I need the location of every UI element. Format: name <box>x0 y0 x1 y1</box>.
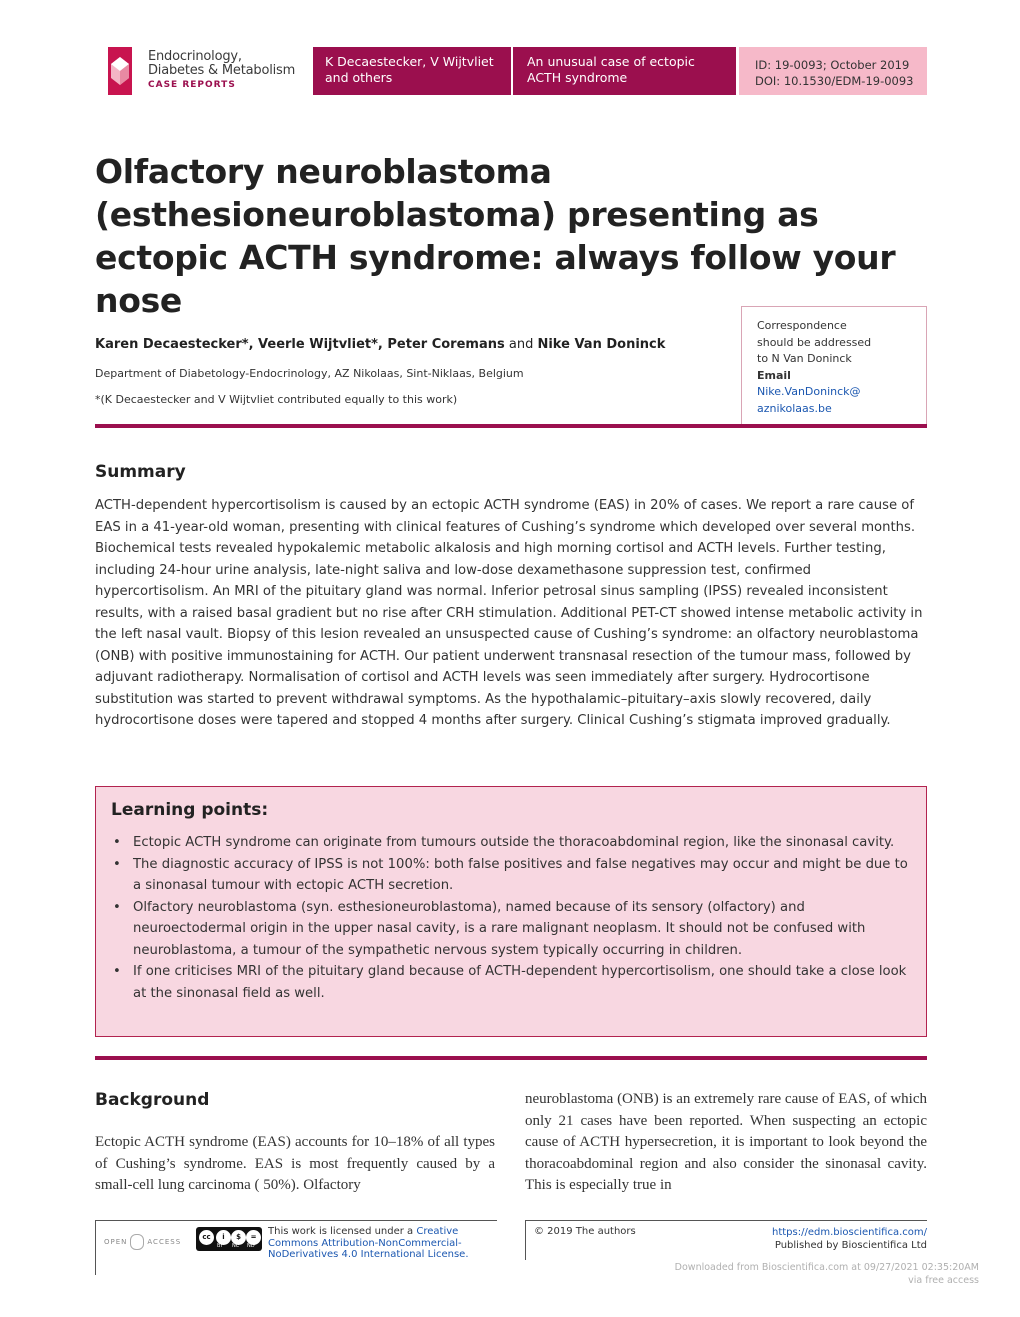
summary-heading: Summary <box>95 462 186 482</box>
author-2: Veerle Wijtvliet* <box>258 337 378 352</box>
header-authors-line1: K Decaestecker, V Wijtvliet <box>325 54 494 69</box>
corr-email-line2[interactable]: aznikolaas.be <box>757 401 832 415</box>
author-list <box>95 337 665 352</box>
copyright: © 2019 The authors <box>534 1226 636 1237</box>
learning-point-4: • If one criticises MRI of the pituitary gland because of ACTH-dependent hypercortisolism, one should take a close look at the sinonasal field as well. <box>111 961 911 1004</box>
cc-by-label: BY <box>217 1243 224 1249</box>
author-3: Peter Coremans <box>387 337 505 352</box>
corr-email-label: Email <box>757 368 791 382</box>
open-lock-icon <box>130 1234 144 1250</box>
license-text <box>268 1226 508 1261</box>
journal-name-line1: Endocrinology, <box>148 49 242 64</box>
cc-nc-icon: $ <box>231 1230 246 1245</box>
cc-by-icon: i <box>216 1230 231 1245</box>
author-sep-2: , <box>377 337 388 352</box>
divider-top <box>95 424 927 428</box>
footer-rule-right <box>525 1220 927 1221</box>
open-access-access: ACCESS <box>147 1238 182 1246</box>
footer-vrule-left <box>95 1220 96 1275</box>
author-and: and <box>508 337 534 352</box>
header-short-title <box>513 47 736 95</box>
download-line: Downloaded from Bioscientifica.com at 09/27/2021 02:35:20AM <box>674 1262 979 1273</box>
license-link[interactable]: Creative Commons Attribution-NonCommercial-NoDerivatives 4.0 International License. <box>268 1226 469 1260</box>
background-text-right: neuroblastoma (ONB) is an extremely rare cause of EAS, of which only 21 cases have been reported. When suspecting an ectopic cause of ACTH hypersecretion, it is important to look beyond the thoracoabdominal region and also consider the sinonasal cavity. This is especially true in <box>525 1091 927 1193</box>
journal-url-link[interactable]: https://edm.bioscientifica.com/ <box>771 1227 927 1238</box>
corr-email-line1[interactable]: Nike.VanDoninck@ <box>757 385 861 398</box>
author-sep-1: , <box>248 337 259 352</box>
contribution-note: *(K Decaestecker and V Wijtvliet contributed equally to this work) <box>95 393 458 406</box>
publisher-name: Published by Bioscientifica Ltd <box>774 1240 927 1251</box>
corr-email-link[interactable] <box>757 384 926 417</box>
free-access-line: via free access <box>908 1274 979 1286</box>
article-doi: DOI: 10.1530/EDM-19-0093 <box>755 74 914 88</box>
open-access-badge <box>104 1234 181 1250</box>
cc-nd-icon: = <box>246 1230 261 1245</box>
background-text-left: Ectopic ACTH syndrome (EAS) accounts for 10–18% of all types of Cushing’s syndrome. EAS is most frequently caused by a small-cell lung carcinoma ( 50%). Olfactory <box>95 1134 495 1193</box>
correspondence-box <box>741 306 927 424</box>
download-watermark <box>640 1262 979 1287</box>
cc-icon: cc <box>199 1230 214 1245</box>
article-title-line2: (esthesioneuroblastoma) presenting as <box>95 195 819 234</box>
journal-name <box>148 50 295 92</box>
article-title <box>95 150 955 322</box>
header-short-title-line1: An unusual case of ectopic <box>527 54 695 69</box>
article-id: ID: 19-0093; October 2019 <box>755 58 910 72</box>
journal-logo-icon <box>95 47 145 95</box>
header-authors-line2: and others <box>325 70 393 85</box>
journal-name-line2: Diabetes & Metabolism <box>148 63 296 78</box>
learning-point-3: • Olfactory neuroblastoma (syn. esthesioneuroblastoma), named because of its sensory (olfactory) and neuroectodermal origin in the upper nasal cavity, is a rare malignant neoplasm. It should not be confused with neuroblastoma, a tumour of the sympathetic nervous system typically occurring in children. <box>111 897 911 962</box>
author-1: Karen Decaestecker* <box>95 337 249 352</box>
summary-text: ACTH-dependent hypercortisolism is caused by an ectopic ACTH syndrome (EAS) in 20% of cases. We report a rare cause of EAS in a 41-year-old woman, presenting with clinical features of Cushing’s syndrome which developed over several months. Biochemical tests revealed hypokalemic metabolic alkalosis and high morning cortisol and ACTH levels. Further testing, including 24-hour urine analysis, late-night saliva and low-dose dexamethasone suppression test, confirmed hypercortisolism. An MRI of the pituitary gland was normal. Inferior petrosal sinus sampling (IPSS) revealed inconsistent results, with a raised basal gradient but no rise after CRH stimulation. Additional PET-CT showed intense metabolic activity in the left nasal vault. Biopsy of this lesion revealed an unsuspected cause of Cushing’s syndrome: an olfactory neuroblastoma (ONB) with positive immunostaining for ACTH. Our patient underwent transnasal resection of the tumour mass, followed by adjuvant radiotherapy. Normalisation of cortisol and ACTH levels was seen immediately after surgery. Hydrocortisone substitution was started to prevent withdrawal symptoms. As the hypothalamic–pituitary–axis slowly recovered, daily hydrocortisone doses were tapered and stopped 4 months after surgery. Clinical Cushing’s stigmata improved gradually. <box>95 498 923 728</box>
publisher-block <box>727 1226 927 1252</box>
header-id-box <box>739 47 927 95</box>
footer-rule-left <box>95 1220 497 1221</box>
divider-bottom <box>95 1056 927 1060</box>
article-title-line3: ectopic ACTH syndrome: always follow your nose <box>95 238 896 320</box>
learning-points-list <box>111 832 911 1004</box>
journal-name-line3: CASE REPORTS <box>148 80 236 90</box>
corr-line2: should be addressed <box>757 335 872 349</box>
affiliation: Department of Diabetology-Endocrinology, AZ Nikolaas, Sint-Niklaas, Belgium <box>95 367 524 380</box>
cc-nc-label: NC <box>232 1243 240 1249</box>
article-title-line1: Olfactory neuroblastoma <box>95 152 552 191</box>
corr-line3: to N Van Doninck <box>757 352 852 365</box>
header-authors <box>313 47 511 95</box>
header-short-title-line2: ACTH syndrome <box>527 70 628 85</box>
license-prefix: This work is licensed under a <box>268 1226 417 1237</box>
corr-line1: Correspondence <box>757 319 847 332</box>
cc-nd-label: ND <box>247 1243 255 1249</box>
learning-point-1: • Ectopic ACTH syndrome can originate from tumours outside the thoracoabdominal region, like the sinonasal cavity. <box>111 832 911 854</box>
cc-license-badge[interactable] <box>196 1227 262 1251</box>
learning-points-heading: Learning points: <box>111 800 269 820</box>
background-heading: Background <box>95 1090 210 1110</box>
open-access-open: OPEN <box>104 1238 128 1246</box>
author-4: Nike Van Doninck <box>537 337 666 352</box>
learning-point-2: • The diagnostic accuracy of IPSS is not 100%: both false positives and false negatives may occur and might be due to a sinonasal tumour with ectopic ACTH secretion. <box>111 854 911 897</box>
footer-vrule-right <box>525 1220 526 1260</box>
